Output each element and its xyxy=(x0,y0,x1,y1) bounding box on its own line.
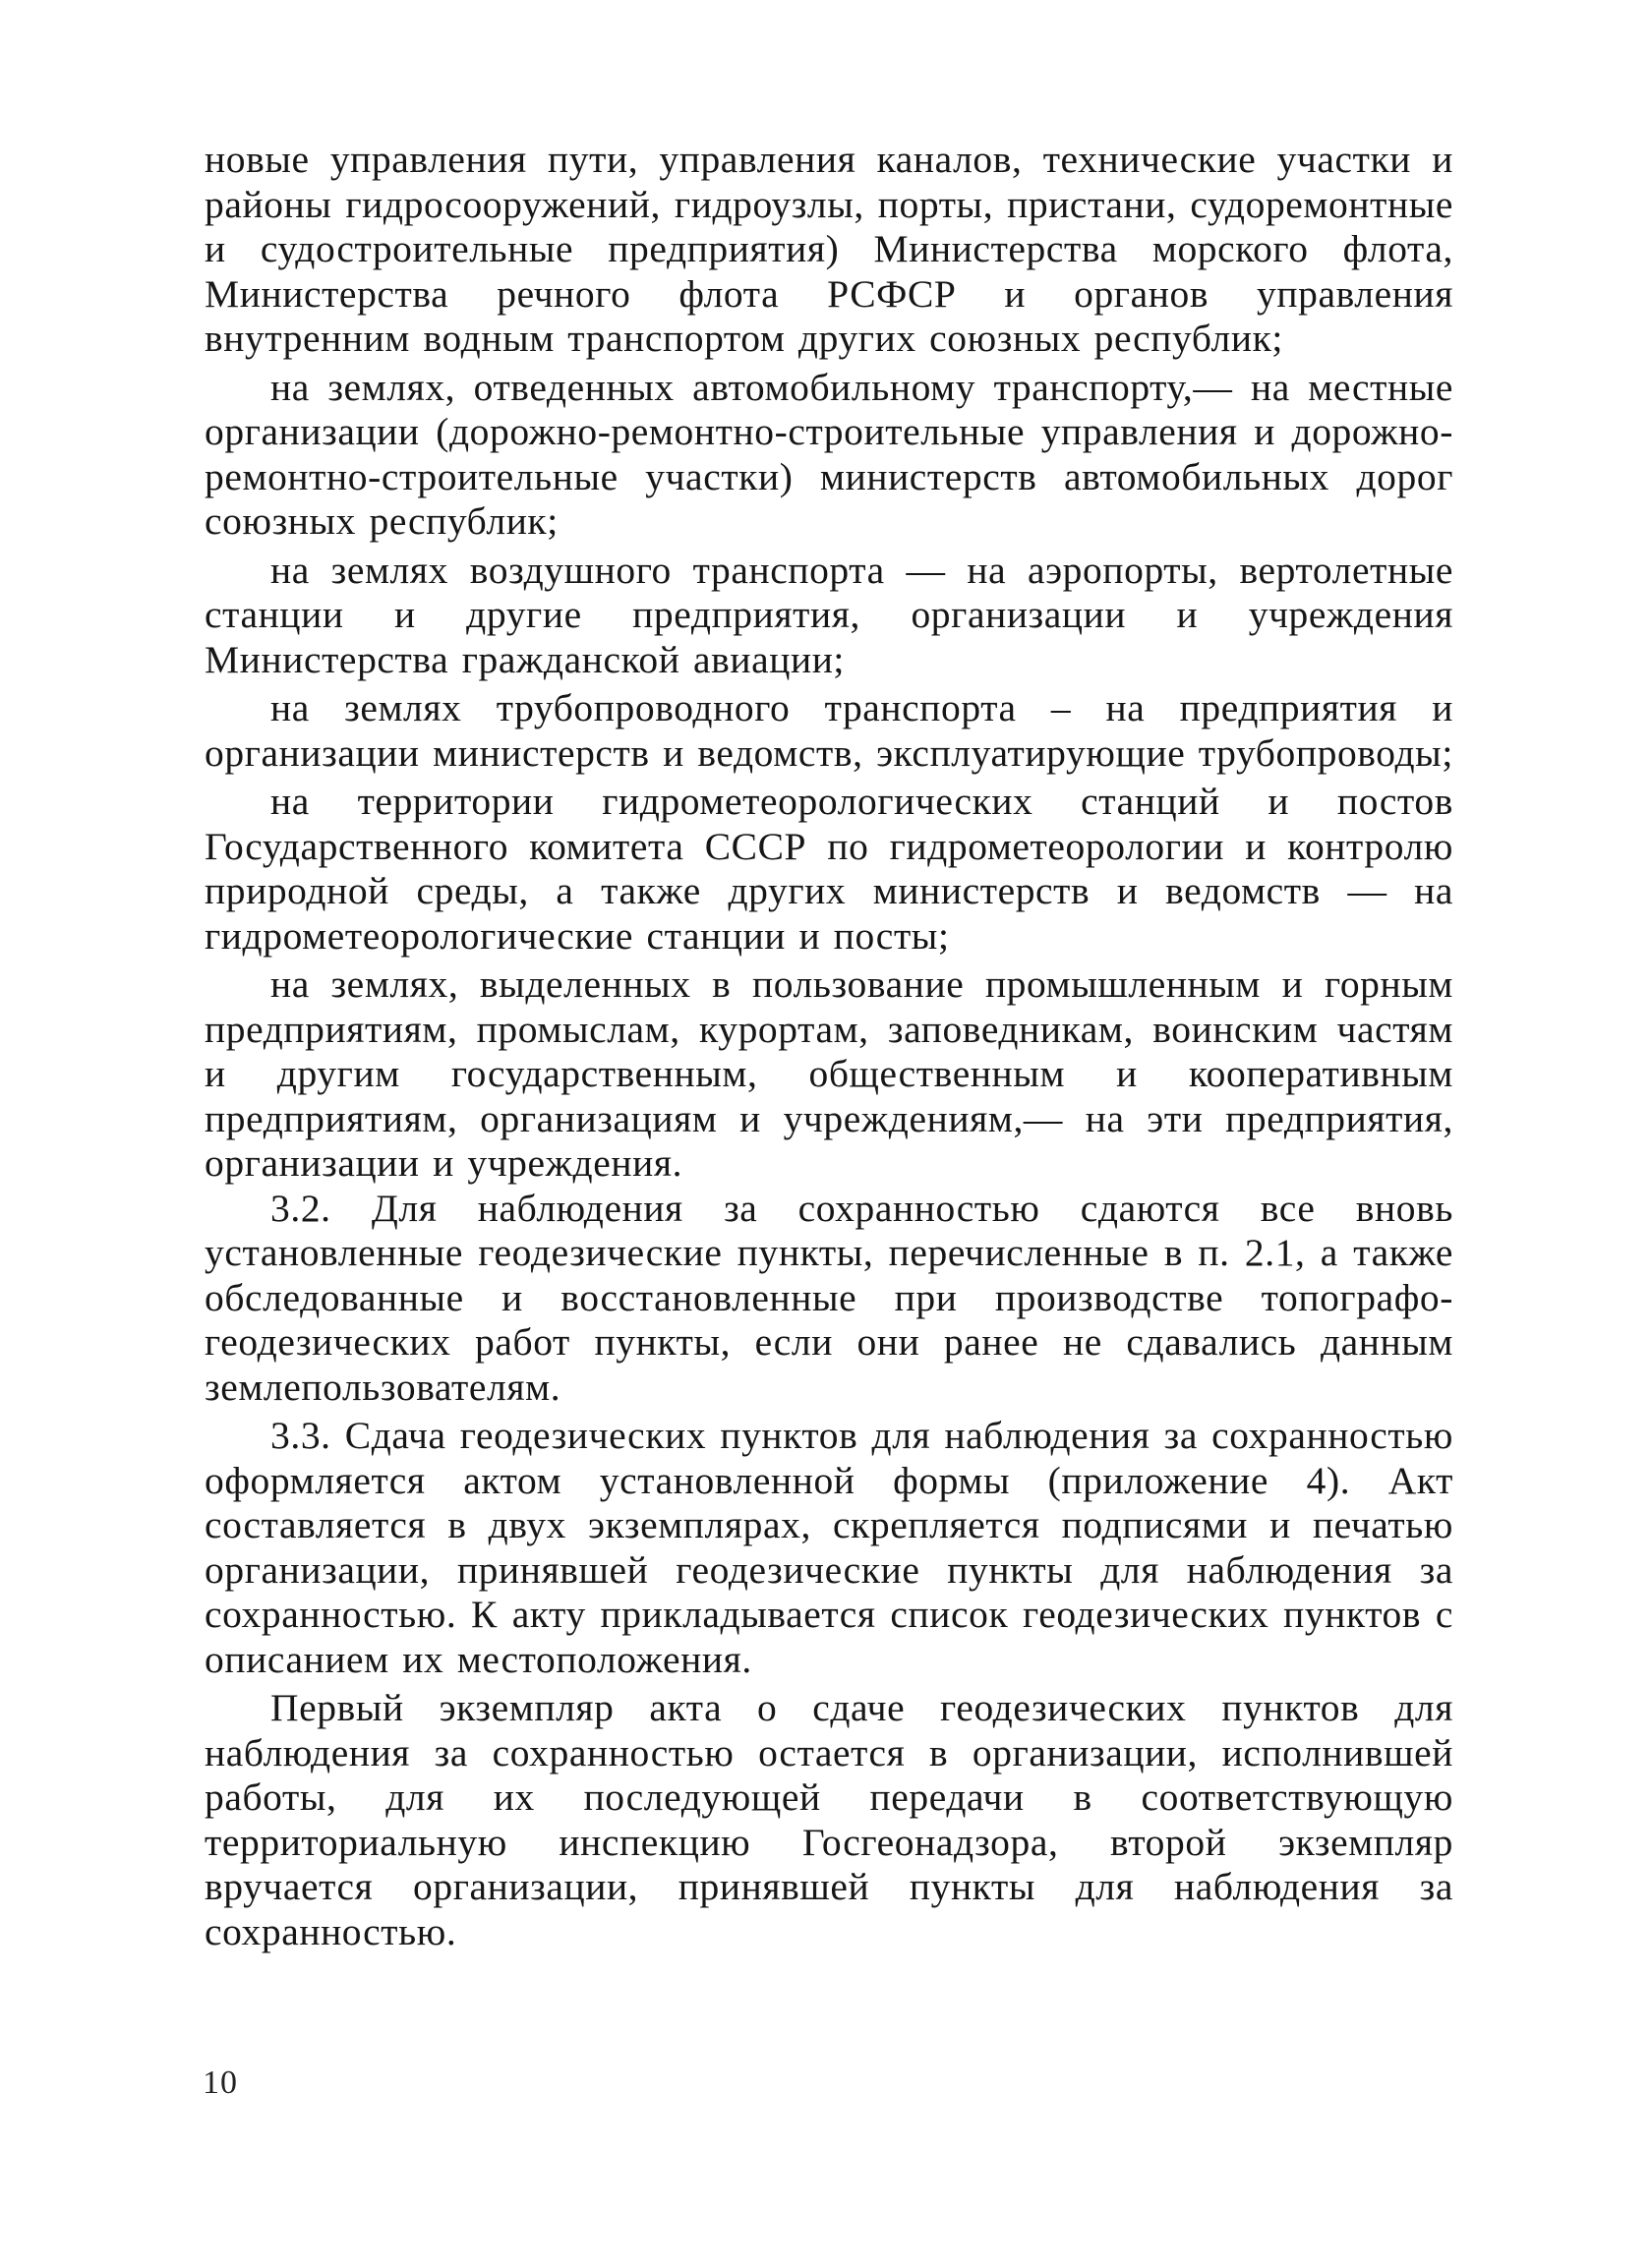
paragraph-air-transport: на землях воздушного транспорта — на аэропорты, вертолетные станции и другие предприятия, организации и учреждения Министерства гражданской авиации; xyxy=(205,548,1453,681)
paragraph-industrial-lands: на землях, выделенных в пользование промышленным и горным предприятиям, промыслам, курортам, заповедникам, воинским частям и другим государственным, общественным и кооперативным предприятиям, организациям и учреждениям,— на эти предприятия, организации и учреждения. xyxy=(205,962,1453,1185)
paragraph-section-3-3: 3.3. Сдача геодезических пунктов для наблюдения за сохранностью оформляется актом установленной формы (приложение 4). Акт составляется в двух экземплярах, скрепляется подписями и печатью организации, принявшей геодезические пункты для наблюдения за сохранностью. К акту прикладывается список геодезических пунктов с описанием их местоположения. xyxy=(205,1414,1453,1681)
paragraph-auto-transport: на землях, отведенных автомобильному транспорту,— на местные организации (дорожно-ремонтно-строительные управления и дорожно-ремонтно-строительные участки) министерств автомобильных дорог союзных республик; xyxy=(205,365,1453,543)
paragraph-first-copy: Первый экземпляр акта о сдаче геодезических пунктов для наблюдения за сохранностью остается в организации, исполнившей работы, для их последующей передачи в соответствующую территориальную инспекцию Госгеонадзора, второй экземпляр вручается организации, принявшей пункты для наблюдения за сохранностью. xyxy=(205,1686,1453,1953)
paragraph-hydromet-stations: на территории гидрометеорологических станций и постов Государственного комитета СССР по гидрометеорологии и контролю природной среды, а также других министерств и ведомств — на гидрометеорологические станции и посты; xyxy=(205,780,1453,958)
page-number: 10 xyxy=(203,2064,238,2101)
paragraph-continuation: новые управления пути, управления каналов, технические участки и районы гидросооружений, гидроузлы, порты, пристани, судоремонтные и судостроительные предприятия) Министерства морского флота, Министерства речного флота РСФСР и органов управления внутренним водным транспортом других союзных республик; xyxy=(205,138,1453,360)
document-page xyxy=(205,138,1453,1954)
paragraph-section-3-2: 3.2. Для наблюдения за сохранностью сдаются все вновь установленные геодезические пункты, перечисленные в п. 2.1, а также обследованные и восстановленные при производстве топографо-геодезических работ пункты, если они ранее не сдавались данным землепользователям. xyxy=(205,1186,1453,1409)
paragraph-pipeline-transport: на землях трубопроводного транспорта – на предприятия и организации министерств и ведомств, эксплуатирующие трубопроводы; xyxy=(205,686,1453,775)
